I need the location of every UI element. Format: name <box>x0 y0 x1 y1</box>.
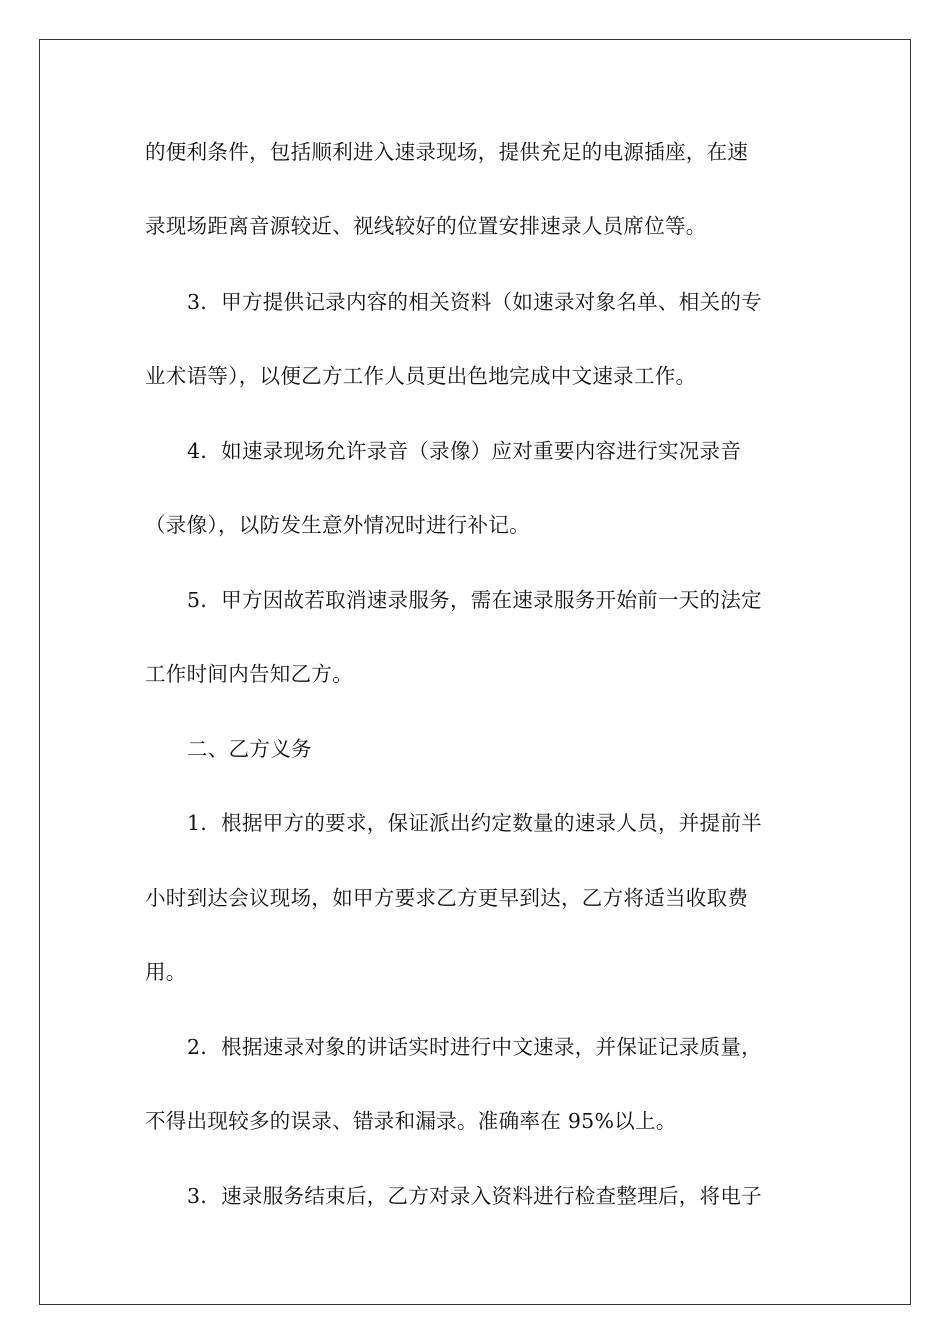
paragraph-line: 小时到达会议现场，如甲方要求乙方更早到达，乙方将适当收取费 <box>145 886 749 910</box>
paragraph-line: 业术语等），以便乙方工作人员更出色地完成中文速录工作。 <box>145 364 697 388</box>
paragraph-line: 用。 <box>145 960 187 984</box>
paragraph-line: （录像），以防发生意外情况时进行补记。 <box>145 513 530 537</box>
section-heading: 二、乙方义务 <box>187 737 312 761</box>
paragraph-line: 的便利条件，包括顺利进入速录现场，提供充足的电源插座，在速 <box>145 140 749 164</box>
paragraph-line: 录现场距离音源较近、视线较好的位置安排速录人员席位等。 <box>145 214 707 238</box>
paragraph-line: 3．甲方提供记录内容的相关资料（如速录对象名单、相关的专 <box>187 290 762 314</box>
paragraph-line: 4．如速录现场允许录音（录像）应对重要内容进行实况录音 <box>187 439 742 463</box>
paragraph-line: 5．甲方因故若取消速录服务，需在速录服务开始前一天的法定 <box>187 588 762 612</box>
paragraph-line: 3．速录服务结束后，乙方对录入资料进行检查整理后，将电子 <box>187 1184 762 1208</box>
paragraph-line: 不得出现较多的误录、错录和漏录。准确率在 95%以上。 <box>145 1109 677 1133</box>
paragraph-line: 工作时间内告知乙方。 <box>145 662 353 686</box>
paragraph-line: 2．根据速录对象的讲话实时进行中文速录，并保证记录质量， <box>187 1035 762 1059</box>
paragraph-line: 1．根据甲方的要求，保证派出约定数量的速录人员，并提前半 <box>187 811 762 835</box>
